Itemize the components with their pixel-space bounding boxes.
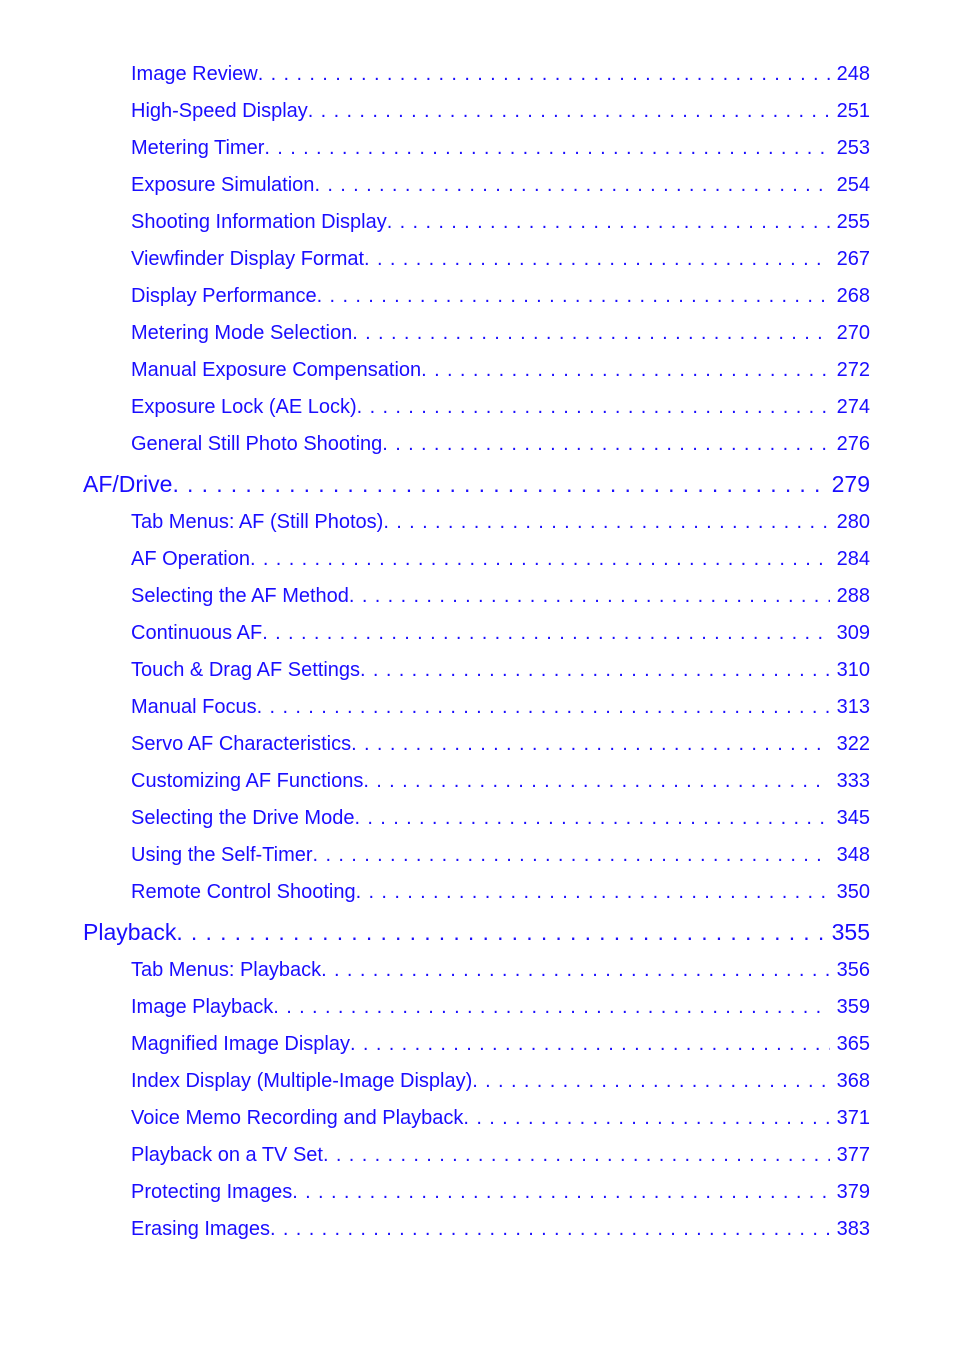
toc-entry-af-operation[interactable]	[0, 542, 954, 579]
toc-entry-page: 365	[836, 1033, 870, 1055]
toc-entry-selecting-drive-mode[interactable]	[0, 801, 954, 838]
toc-entry-page: 251	[836, 100, 870, 122]
toc-entry-metering-timer[interactable]	[0, 131, 954, 168]
toc-entry-title: Tab Menus: Playback	[131, 959, 322, 981]
toc-entry-tab-menus-af[interactable]	[0, 505, 954, 542]
toc-entry-page: 310	[836, 659, 870, 681]
toc-entry-title: Customizing AF Functions	[131, 770, 364, 792]
toc-chapter-title: Playback	[83, 919, 177, 945]
dot-leader	[273, 996, 830, 1018]
toc-entry-playback-tv-set[interactable]	[0, 1138, 954, 1175]
toc-entry-page: 359	[836, 996, 870, 1018]
dot-leader	[360, 659, 830, 681]
toc-entry-page: 270	[836, 322, 870, 344]
toc-entry-page: 254	[836, 174, 870, 196]
toc-entry-title: Image Playback	[131, 996, 274, 1018]
toc-entry-title: Servo AF Characteristics	[131, 733, 352, 755]
toc-entry-title: General Still Photo Shooting	[131, 433, 383, 455]
dot-leader	[292, 1181, 830, 1203]
toc-entry-title: Metering Timer	[131, 137, 265, 159]
toc-entry-title: Magnified Image Display	[131, 1033, 350, 1055]
dot-leader	[349, 585, 830, 607]
toc-entry-page: 348	[836, 844, 870, 866]
toc-entry-manual-focus[interactable]	[0, 690, 954, 727]
toc-entry-title: Using the Self-Timer	[131, 844, 313, 866]
toc-entry-page: 377	[836, 1144, 870, 1166]
toc-entry-page: 248	[836, 63, 870, 85]
toc-entry-title: Playback on a TV Set	[131, 1144, 323, 1166]
dot-leader	[321, 959, 830, 981]
toc-entry-protecting-images[interactable]	[0, 1175, 954, 1212]
dot-leader	[356, 881, 830, 903]
toc-entry-title: Exposure Simulation	[131, 174, 315, 196]
toc-entry-customizing-af-functions[interactable]	[0, 764, 954, 801]
dot-leader	[382, 433, 830, 455]
dot-leader	[363, 770, 830, 792]
dot-leader	[264, 137, 830, 159]
toc-entry-viewfinder-display-format[interactable]	[0, 242, 954, 279]
toc-entry-index-display[interactable]	[0, 1064, 954, 1101]
toc-entry-voice-memo[interactable]	[0, 1101, 954, 1138]
toc-entry-image-playback[interactable]	[0, 990, 954, 1027]
toc-entry-page: 268	[836, 285, 870, 307]
toc-entry-page: 276	[836, 433, 870, 455]
toc-entry-page: 267	[836, 248, 870, 270]
toc-chapter-title: AF/Drive	[83, 471, 173, 497]
toc-entry-page: 345	[836, 807, 870, 829]
toc-entry-page: 284	[836, 548, 870, 570]
dot-leader	[176, 919, 830, 945]
table-of-contents	[0, 57, 954, 1249]
toc-entry-using-self-timer[interactable]	[0, 838, 954, 875]
dot-leader	[350, 1033, 830, 1055]
toc-entry-page: 322	[836, 733, 870, 755]
dot-leader	[250, 548, 830, 570]
toc-entry-page: 253	[836, 137, 870, 159]
toc-entry-page: 255	[836, 211, 870, 233]
toc-entry-page: 368	[836, 1070, 870, 1092]
dot-leader	[257, 696, 830, 718]
toc-entry-exposure-lock[interactable]	[0, 390, 954, 427]
toc-entry-title: Index Display (Multiple-Image Display)	[131, 1070, 473, 1092]
toc-entry-general-still-photo-shooting[interactable]	[0, 427, 954, 464]
toc-entry-page: 274	[836, 396, 870, 418]
toc-entry-servo-af-characteristics[interactable]	[0, 727, 954, 764]
toc-entry-title: Manual Exposure Compensation	[131, 359, 422, 381]
dot-leader	[308, 100, 830, 122]
dot-leader	[357, 396, 830, 418]
dot-leader	[421, 359, 830, 381]
toc-entry-title: Display Performance	[131, 285, 317, 307]
dot-leader	[317, 285, 830, 307]
toc-entry-page: 309	[836, 622, 870, 644]
toc-entry-page: 333	[836, 770, 870, 792]
toc-entry-display-performance[interactable]	[0, 279, 954, 316]
toc-entry-remote-control-shooting[interactable]	[0, 875, 954, 912]
toc-entry-page: 371	[836, 1107, 870, 1129]
dot-leader	[383, 511, 830, 533]
dot-leader	[323, 1144, 830, 1166]
toc-entry-title: Metering Mode Selection	[131, 322, 353, 344]
toc-entry-title: Image Review	[131, 63, 258, 85]
toc-entry-exposure-simulation[interactable]	[0, 168, 954, 205]
toc-entry-page: 350	[836, 881, 870, 903]
dot-leader	[314, 174, 830, 196]
toc-entry-title: Touch & Drag AF Settings	[131, 659, 361, 681]
dot-leader	[262, 622, 830, 644]
toc-entry-touch-drag-af[interactable]	[0, 653, 954, 690]
toc-entry-metering-mode-selection[interactable]	[0, 316, 954, 353]
toc-entry-title: Selecting the Drive Mode	[131, 807, 355, 829]
toc-entry-title: Remote Control Shooting	[131, 881, 356, 903]
toc-entry-page: 313	[836, 696, 870, 718]
toc-entry-page: 379	[836, 1181, 870, 1203]
toc-entry-title: AF Operation	[131, 548, 250, 570]
toc-entry-title: High-Speed Display	[131, 100, 308, 122]
toc-entry-title: Selecting the AF Method	[131, 585, 349, 607]
toc-entry-page: 280	[836, 511, 870, 533]
dot-leader	[354, 807, 830, 829]
toc-entry-tab-menus-playback[interactable]	[0, 953, 954, 990]
toc-entry-page: 383	[836, 1218, 870, 1240]
dot-leader	[313, 844, 830, 866]
toc-entry-title: Viewfinder Display Format	[131, 248, 365, 270]
toc-chapter-af-drive[interactable]	[0, 464, 954, 505]
toc-entry-image-review[interactable]	[0, 57, 954, 94]
dot-leader	[270, 1218, 830, 1240]
toc-entry-title: Erasing Images	[131, 1218, 270, 1240]
toc-entry-title: Manual Focus	[131, 696, 257, 718]
toc-entry-erasing-images[interactable]	[0, 1212, 954, 1249]
toc-entry-title: Voice Memo Recording and Playback	[131, 1107, 464, 1129]
toc-entry-page: 288	[836, 585, 870, 607]
dot-leader	[172, 471, 830, 497]
toc-entry-selecting-af-method[interactable]	[0, 579, 954, 616]
toc-entry-page: 356	[836, 959, 870, 981]
dot-leader	[364, 248, 830, 270]
dot-leader	[463, 1107, 830, 1129]
toc-chapter-page: 355	[831, 919, 870, 945]
toc-entry-magnified-image-display[interactable]	[0, 1027, 954, 1064]
toc-chapter-page: 279	[831, 471, 870, 497]
toc-entry-continuous-af[interactable]	[0, 616, 954, 653]
toc-entry-high-speed-display[interactable]	[0, 94, 954, 131]
dot-leader	[352, 322, 830, 344]
toc-entry-page: 272	[836, 359, 870, 381]
toc-entry-shooting-information-display[interactable]	[0, 205, 954, 242]
dot-leader	[351, 733, 830, 755]
toc-entry-manual-exposure-compensation[interactable]	[0, 353, 954, 390]
toc-entry-title: Exposure Lock (AE Lock)	[131, 396, 357, 418]
toc-chapter-playback[interactable]	[0, 912, 954, 953]
toc-entry-title: Tab Menus: AF (Still Photos)	[131, 511, 384, 533]
toc-entry-title: Shooting Information Display	[131, 211, 387, 233]
toc-entry-title: Protecting Images	[131, 1181, 293, 1203]
dot-leader	[387, 211, 830, 233]
dot-leader	[258, 63, 830, 85]
toc-entry-title: Continuous AF	[131, 622, 263, 644]
dot-leader	[472, 1070, 830, 1092]
